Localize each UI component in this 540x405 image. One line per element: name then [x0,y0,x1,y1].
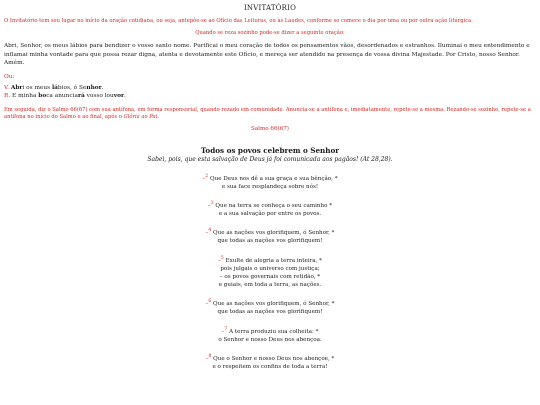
verse-number: 2 [205,173,209,179]
response-line: R. E minha boca anunciará vosso louvor. [4,93,126,100]
verse-number: 5 [220,255,224,261]
rubric-alone: Quando se reza sozinho pode-se dizer a seguinte oração: [195,30,345,36]
verse-number: 4 [208,228,212,234]
versicle-response [4,84,536,101]
verse-number: 8 [208,353,212,359]
psalm-stanza: –$^8$ Que o Senhor e nosso Deus nos abençoe, * e o respeitem os confins de toda a terra! [205,353,335,370]
psalm-stanza: –$^4$ Que as nações vos glorifiquem, ó Senhor, * que todas as nações vos glorifiquem! [205,228,335,245]
opening-prayer: Abri, Senhor, os meus lábios para bendizer o vosso santo nome. Purificai o meu coração de todos os pensamentos vãos, desordenados e estranhos. Iluminai o meu entendimento e inflamai minha vontade para que possa rezar digna, atenta e devotamente este Ofício, e mereça ser atendido na presença de vossa divina Majestade. Por Cristo, nosso Senhor. Amém. [4,43,530,67]
versicle-mark: V. [4,84,10,91]
response-mark: R. [4,93,11,100]
verse-number: 7 [224,326,228,332]
psalm-stanza: –$^6$ Que as nações vos glorifiquem, ó Senhor, * que todas as nações vos glorifiquem! [205,299,335,316]
psalm-reference: Salmo 66(67) [250,125,289,132]
or-label: Ou: [4,73,15,80]
psalm-stanza: –$^5$ Exulte de alegria a terra inteira, * pois julgais o universo com justiça; – os povos governais com retidão, * e guiais, em toda a terra, as nações. [218,255,322,289]
versicle-line: V. Abri os meus lábios, ó Senhor. [4,84,104,91]
verse-number: 3 [210,201,214,207]
rubric-intro: O Invitatório tem seu lugar no início da oração cotidiana, ou seja, antepõe-se ao Ofício das Leituras, ou às Laudes, conforme se comece o dia por uma ou por outra ação litúrgica. [4,18,473,24]
rubric-psalm: Em seguida, diz o Salmo 66(67) com sua antífona, em forma responsorial, quando rezado em comunidade. Anuncia-se a antífona e, imediatamente, repete-se a mesma. Rezando-se sozinho, repete-se a antífona no início do Salmo e ao final, após o Glória ao Pai. [4,106,531,120]
page-title: INVITATÓRIO [243,4,297,12]
psalm-stanza: –$^7$ A terra produziu sua colheita: * o Senhor e nosso Deus nos abençoa. [218,326,322,343]
verse-number: 6 [208,299,212,305]
psalm-subtitle: Sabei, pois, que esta salvação de Deus já foi comunicada aos pagãos! (At 28,28). [147,155,393,163]
psalm-stanza: –$^2$ Que Deus nos dê a sua graça e sua bênção, * e sua face resplandeça sobre nós! [202,173,338,190]
psalm-title: Todos os povos celebrem o Senhor [200,145,340,155]
psalm-stanza: –$^3$ Que na terra se conheça o seu caminho * e a sua salvação por entre os povos. [207,201,333,218]
